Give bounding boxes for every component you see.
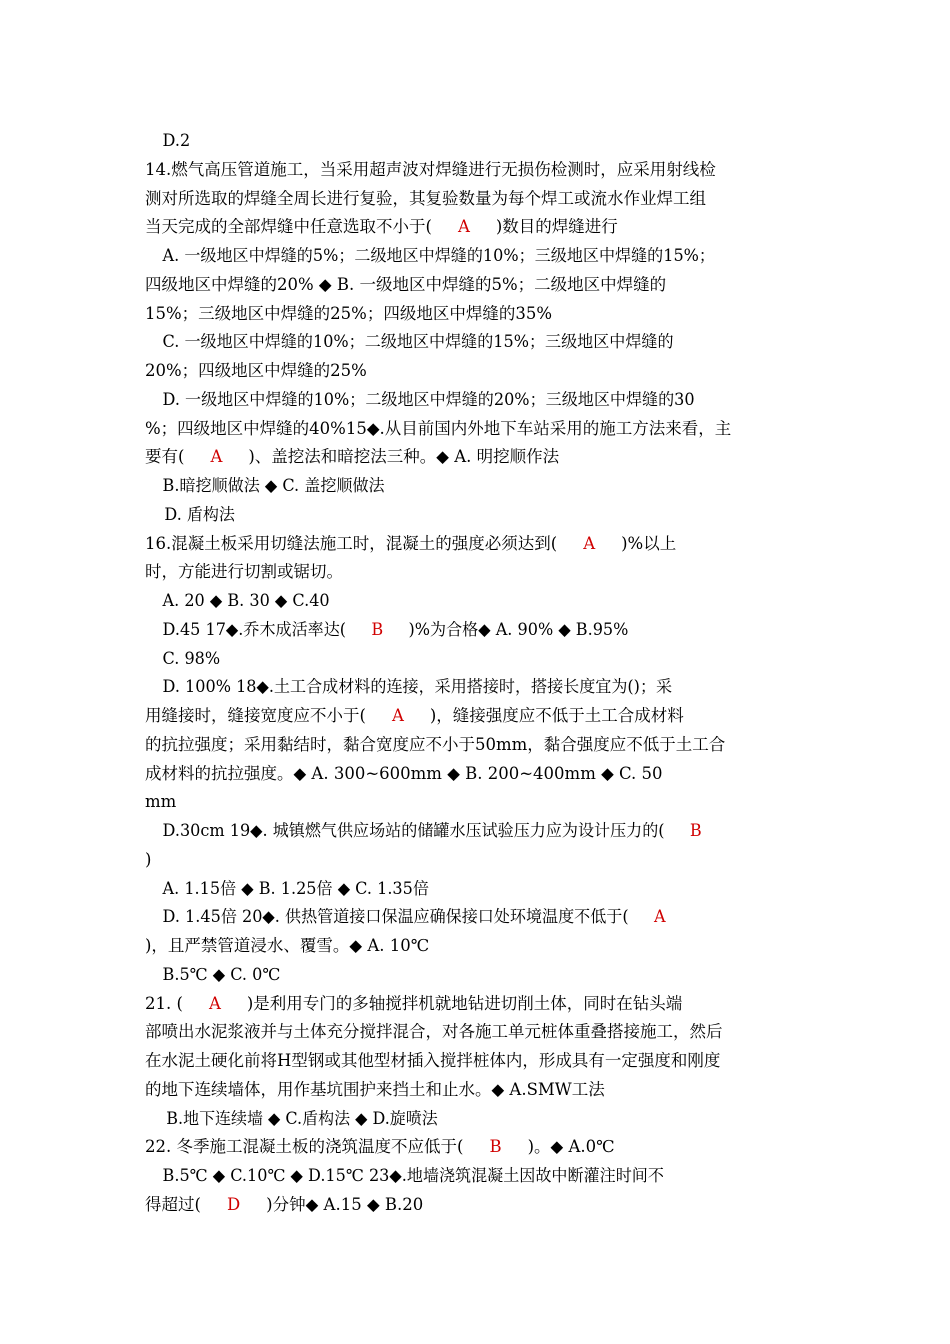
line-text-after: )、盖挖法和暗挖法三种。◆ A. 明挖顺作法 <box>248 447 560 467</box>
text-line <box>145 1109 810 1129</box>
text-line <box>145 160 810 180</box>
text-line <box>145 332 810 352</box>
line-text: 22. 冬季施工混凝土板的浇筑温度不应低于( <box>145 1137 464 1157</box>
text-line <box>145 850 810 870</box>
text-line <box>145 390 810 410</box>
text-line <box>145 1051 810 1071</box>
line-text-after: )%为合格◆ A. 90% ◆ B.95% <box>408 619 629 639</box>
line-text: 20%；四级地区中焊缝的25% <box>145 361 367 380</box>
line-text: D. 1.45倍 20◆. 供热管道接口保温应确保接口处环境温度不低于( <box>162 907 629 927</box>
text-line <box>145 907 810 927</box>
text-line <box>145 792 810 812</box>
line-text: 时，方能进行切割或锯切。 <box>145 562 343 582</box>
line-text: D. 盾构法 <box>164 504 235 524</box>
text-line <box>145 649 810 669</box>
answer-mark: B <box>489 1137 502 1157</box>
line-text: 在水泥土硬化前将H型钢或其他型材插入搅拌桩体内，形成具有一定强度和刚度 <box>145 1051 721 1070</box>
line-text: ) <box>145 849 152 869</box>
text-line <box>145 764 810 784</box>
line-text: B.暗挖顺做法 ◆ C. 盖挖顺做法 <box>162 476 385 495</box>
line-text: 14.燃气高压管道施工，当采用超声波对焊缝进行无损伤检测时，应采用射线检 <box>145 159 716 179</box>
text-line <box>145 994 810 1014</box>
text-line <box>145 562 810 582</box>
text-line <box>145 217 810 237</box>
line-text: 四级地区中焊缝的20% ◆ B. 一级地区中焊缝的5%；二级地区中焊缝的 <box>145 274 667 294</box>
line-text: 的地下连续墙体，用作基坑围护来挡土和止水。◆ A.SMW工法 <box>145 1079 605 1099</box>
line-text-after: )是利用专门的多轴搅拌机就地钻进切削土体，同时在钻头端 <box>246 993 683 1013</box>
line-text: C. 98% <box>162 648 221 668</box>
text-line <box>145 735 810 755</box>
line-text: B.地下连续墙 ◆ C.盾构法 ◆ D.旋喷法 <box>166 1108 438 1128</box>
line-text: D.45 17◆.乔木成活率达( <box>162 619 347 639</box>
line-text: D.30cm 19◆. 城镇燃气供应场站的储罐水压试验压力应为设计压力的( <box>162 821 665 840</box>
answer-mark: B <box>689 821 702 840</box>
line-text: %；四级地区中焊缝的40%15◆.从目前国内外地下车站采用的施工方法来看，主 <box>145 418 732 438</box>
line-text: 成材料的抗拉强度。◆ A. 300~600mm ◆ B. 200~400mm ◆ C. 50 <box>145 763 663 783</box>
line-text: B.5℃ ◆ C.10℃ ◆ D.15℃ 23◆.地墙浇筑混凝土因故中断灌注时间不 <box>162 1166 664 1185</box>
line-text: mm <box>145 792 177 812</box>
line-text: 部喷出水泥浆液并与土体充分搅拌混合，对各施工单元桩体重叠搭接施工，然后 <box>145 1022 723 1042</box>
line-text: 测对所选取的焊缝全周长进行复验，其复验数量为每个焊工或流水作业焊工组 <box>145 188 706 208</box>
text-line <box>145 1166 810 1186</box>
line-text: A. 20 ◆ B. 30 ◆ C.40 <box>162 591 330 610</box>
text-line <box>145 677 810 697</box>
line-text: 得超过( <box>145 1194 201 1214</box>
line-text: C. 一级地区中焊缝的10%；二级地区中焊缝的15%；三级地区中焊缝的 <box>162 332 674 352</box>
line-text: 当天完成的全部焊缝中任意选取不小于( <box>145 217 432 237</box>
line-text: 21. ( <box>145 993 183 1013</box>
answer-mark: A <box>457 217 470 237</box>
line-text: 的抗拉强度；采用黏结时，黏合宽度应不小于50mm，黏合强度应不低于土工合 <box>145 734 726 754</box>
line-text: B.5℃ ◆ C. 0℃ <box>162 964 281 984</box>
text-line <box>145 361 810 381</box>
line-text: D.2 <box>162 131 191 150</box>
text-line <box>145 879 810 899</box>
answer-mark: A <box>653 907 666 927</box>
text-line <box>145 304 810 324</box>
line-text: 15%；三级地区中焊缝的25%；四级地区中焊缝的35% <box>145 303 553 323</box>
text-line <box>145 505 810 525</box>
answer-mark: A <box>210 447 223 467</box>
text-line <box>145 821 810 841</box>
text-line <box>145 965 810 985</box>
line-text-after: )。◆ A.0℃ <box>527 1137 615 1157</box>
line-text: D. 一级地区中焊缝的10%；二级地区中焊缝的20%；三级地区中焊缝的30 <box>162 389 695 409</box>
answer-mark: B <box>371 619 384 639</box>
line-text: A. 1.15倍 ◆ B. 1.25倍 ◆ C. 1.35倍 <box>162 878 429 898</box>
text-line <box>145 620 810 640</box>
answer-mark: D <box>226 1194 241 1214</box>
text-line <box>145 189 810 209</box>
text-line <box>145 706 810 726</box>
line-text: 16.混凝土板采用切缝法施工时，混凝土的强度必须达到( <box>145 533 558 553</box>
text-line <box>145 275 810 295</box>
text-line <box>145 419 810 439</box>
answer-mark: A <box>208 993 221 1013</box>
text-line <box>145 1137 810 1157</box>
line-text: A. 一级地区中焊缝的5%；二级地区中焊缝的10%；三级地区中焊缝的15%； <box>162 246 716 265</box>
text-line <box>145 534 810 554</box>
line-text: 用缝接时，缝接宽度应不小于( <box>145 706 366 725</box>
text-line <box>145 131 810 151</box>
text-line <box>145 936 810 956</box>
answer-mark: A <box>583 533 596 553</box>
line-text-after: )数目的焊缝进行 <box>495 217 618 237</box>
line-text: D. 100% 18◆.土工合成材料的连接，采用搭接时，搭接长度宜为()；采 <box>162 677 673 697</box>
text-line <box>145 1022 810 1042</box>
text-line <box>145 591 810 611</box>
line-text: )，且严禁管道浸水、覆雪。◆ A. 10℃ <box>145 936 430 955</box>
line-text: 要有( <box>145 447 185 467</box>
text-line <box>145 246 810 266</box>
text-line <box>145 1195 810 1215</box>
line-text-after: )，缝接强度应不低于土工合成材料 <box>429 706 684 725</box>
line-text-after: )分钟◆ A.15 ◆ B.20 <box>266 1194 424 1214</box>
answer-mark: A <box>391 706 404 725</box>
text-line <box>145 476 810 496</box>
line-text-after: )%以上 <box>621 533 677 553</box>
text-line <box>145 1080 810 1100</box>
text-line <box>145 447 810 467</box>
